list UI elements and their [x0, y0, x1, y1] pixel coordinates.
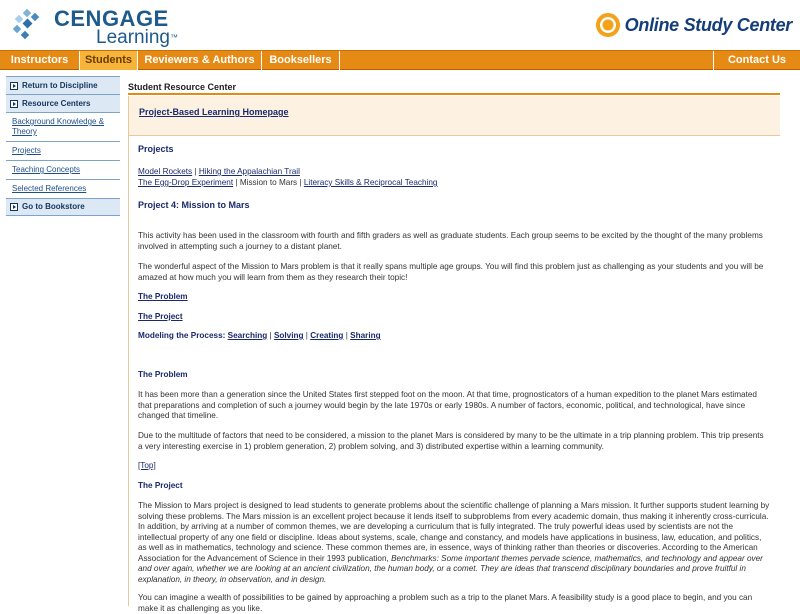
sidebar-item-go-to-bookstore[interactable] — [6, 198, 120, 216]
brand-name: CENGAGE — [54, 6, 169, 31]
link-sharing[interactable]: Sharing — [350, 331, 381, 340]
sidebar-item-selected-references[interactable]: Selected References — [6, 179, 120, 198]
link-the-project[interactable]: The Project — [138, 312, 183, 321]
link-searching[interactable]: Searching — [227, 331, 268, 340]
top-navbar — [0, 50, 800, 70]
separator: | — [305, 331, 308, 340]
link-the-project-row — [138, 312, 770, 323]
header — [0, 0, 800, 50]
project-links-row-1 — [138, 167, 770, 178]
sidebar-item-resource-centers[interactable] — [6, 94, 120, 112]
problem-paragraph-2: Due to the multitude of factors that need to be considered, a mission to the planet Mars is considered by many to be the ultimate in a trip planning problem. This trip presents a very interesting exercise in 1) problem generation, 2) problem solving, and 3) distributed expertise within a learning community. — [138, 431, 764, 451]
project-paragraph-2: You can imagine a wealth of possibilities to be gained by approaching a problem such as a trip to the planet Mars. A feasibility study is a good place to begin, and you can make it as challenging as you like. — [138, 593, 753, 613]
sidebar-item-teaching-concepts[interactable]: Teaching Concepts — [6, 160, 120, 179]
project-heading-2: The Project — [138, 481, 183, 490]
current-project-mission-to-mars: Mission to Mars — [239, 178, 298, 187]
arrow-square-icon — [10, 203, 18, 211]
projects-heading: Projects — [138, 144, 174, 154]
page-title-box — [128, 96, 780, 136]
project-paragraph-1-text: The Mission to Mars project is designed to lead students to generate problems about the scientific challenge of planning a Mars mission. It further supports student learning by solving these problems. The Mars mission is an excellent project because it lends itself to subproblems from every academic domain, thus making it inherently cross-curricula. In addition, by arriving at a number of common themes, we are developing a curriculum that is fully integrated. The truly powerful ideas used by scientists are not the intellectual property of any one field or discipline. Ideas about systems, scale, change and constancy, and models have applications in business, law, education, and politics, as well as in mathematics, technology and science. These common themes are, in essence, ways of thinking rather than theories or discoveries. According to the American Association for the Advancement of Science in their 1993 publication, — [138, 501, 770, 563]
online-study-center-logo[interactable] — [595, 12, 792, 38]
link-the-problem-row — [138, 292, 770, 303]
nav-contact-us[interactable]: Contact Us — [713, 51, 800, 70]
sidebar-item-projects[interactable]: Projects — [6, 141, 120, 160]
link-model-rockets[interactable]: Model Rockets — [138, 167, 193, 176]
cengage-logo[interactable] — [10, 6, 178, 48]
nav-instructors[interactable]: Instructors — [0, 51, 80, 70]
project-links-row-2 — [138, 178, 770, 189]
intro-paragraph-2: The wonderful aspect of the Mission to Mars problem is that it really spans multiple age groups. You will find this problem just as challenging as your students and you will be amazed at how much you will learn from them as they research their topic! — [138, 262, 764, 282]
separator: | — [235, 178, 238, 187]
nav-booksellers[interactable]: Booksellers — [262, 51, 340, 70]
section-title: Student Resource Center — [128, 82, 237, 92]
brand-sub: Learning™ — [96, 27, 178, 48]
link-creating[interactable]: Creating — [310, 331, 344, 340]
nav-reviewers-authors[interactable]: Reviewers & Authors — [138, 51, 262, 70]
link-solving[interactable]: Solving — [273, 331, 304, 340]
separator: | — [194, 167, 197, 176]
separator: | — [269, 331, 272, 340]
sidebar-item-label: Go to Bookstore — [22, 202, 85, 211]
problem-heading: The Problem — [138, 370, 188, 379]
problem-paragraph-1: It has been more than a generation since the United States first stepped foot on the moon. At that time, prognosticators of a human expedition to the planet Mars estimated that preparations and completion of such a journey would begin by the late 1970s or early 1980s. A number of factors, economic, political, and technological, have since changed that timeline. — [138, 390, 757, 420]
cengage-mark-icon — [10, 10, 50, 44]
benchmarks-quote: Benchmarks: Some important themes pervade science, mathematics, and technology and appear over and over again, whether we are looking at an ancient civilization, the human body, or a comet. They are ideas that transcend disciplinary boundaries and prove fruitful in explanation, in theory, in observation, and in design. — [138, 553, 763, 584]
sidebar-item-label: Resource Centers — [22, 98, 91, 108]
brand-tm: ™ — [169, 33, 178, 42]
modeling-row — [138, 331, 770, 342]
link-top[interactable]: [Top] — [138, 461, 156, 470]
sidebar-item-return-to-discipline[interactable] — [6, 76, 120, 94]
link-egg-drop[interactable]: The Egg-Drop Experiment — [138, 178, 234, 187]
project-paragraph-1 — [138, 501, 770, 585]
separator: | — [299, 178, 302, 187]
sun-icon — [595, 12, 621, 38]
page-title-link[interactable]: Project-Based Learning Homepage — [139, 107, 289, 117]
sidebar-item-background-knowledge[interactable]: Background Knowledge & Theory — [6, 112, 120, 141]
section-divider — [128, 93, 780, 95]
modeling-label: Modeling the Process: — [138, 331, 226, 340]
link-the-problem[interactable]: The Problem — [138, 292, 188, 301]
sidebar-item-label: Return to Discipline — [22, 80, 98, 90]
study-center-title: Online Study Center — [624, 14, 792, 35]
top-link-row — [138, 461, 770, 472]
link-appalachian-trail[interactable]: Hiking the Appalachian Trail — [198, 167, 300, 176]
project-heading: Project 4: Mission to Mars — [138, 200, 250, 210]
link-literacy-skills[interactable]: Literacy Skills & Reciprocal Teaching — [303, 178, 438, 187]
separator: | — [345, 331, 348, 340]
intro-paragraph-1: This activity has been used in the classroom with fourth and fifth graders as well as graduate students. Each group seems to be excited by the thought of the many problems involved in attempting such a journey to a distant planet. — [138, 231, 763, 251]
nav-students[interactable]: Students — [80, 51, 138, 70]
arrow-square-icon — [10, 82, 18, 90]
sidebar — [6, 76, 120, 216]
arrow-square-icon — [10, 100, 18, 108]
